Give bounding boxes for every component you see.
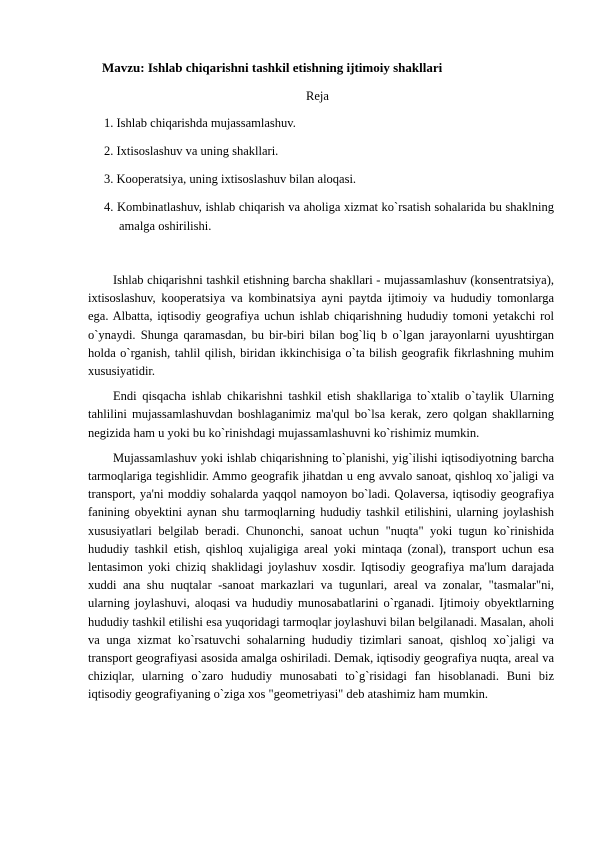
paragraph: Endi qisqacha ishlab chikarishni tashkil etish shakllariga to`xtalib o`taylik Ularning tahlilini mujassamlashuvdan boshlaganimiz ma'qul bo`lsa kerak, zero qolgan shakllarning negizida ham u yoki bu ko`rinishdagi mujassamlashuvni ko`rishimiz mumkin. — [88, 389, 554, 440]
paragraph: Mujassamlashuv yoki ishlab chiqarishning to`planishi, yig`ilishi iqtisodiyotning barcha tarmoqlariga tegishlidir. Ammo geografik jihatdan u eng avvalo sanoat, qishloq xo`jaligi va transport, ya'ni moddiy sohalarda yaqqol namoyon bo`ladi. Qolaversa, iqtisodiy geografiya fanining obyektini aynan shu tarmoqlarning hududiy tashkil etilishini, ularning joylashish xususiyatlari belgilab beradi. Chunonchi, sanoat uchun "nuqta" yoki tugun ko`rinishida hududiy tashkil etish, qishloq xujaligiga areal yoki mintaqa (zonal), transport uchun esa lentasimon yoki chiziq shaklidagi joylashuv xosdir. Iqtisodiy geografiya ma'lum darajada xuddi ana shu nuqtalar -sanoat markazlari va tugunlari, areal va zonalar, "tasmalar"ni, ularning joylashuvi, aloqasi va hududiy munosabatlarini o`rganadi. Ijtimoiy obyektlarning hududiy tashkil etilishi esa yuqoridagi tarmoqlar joylashuvi bilan belgilanadi. Masalan, aholi va unga xizmat ko`rsatuvchi sohalarning hududiy tizimlari sanoat, qishloq xo`jaligi va transport geografiyasi asosida amalga oshiriladi. Demak, iqtisodiy geografiya nuqta, areal va chiziqlar, ularning o`zaro hududiy munosabati to`g`risidagi fan hisoblanadi. Buni biz iqtisodiy geografiyaning o`ziga xos "geometriyasi" deb atashimiz ham mumkin. — [88, 450, 554, 702]
plan-heading: Reja — [306, 89, 329, 103]
plan-item: 3. Kooperatsiya, uning ixtisoslashuv bilan aloqasi. — [104, 172, 357, 186]
plan-item: 4. Kombinatlashuv, ishlab chiqarish va aholiga xizmat ko`rsatish sohalarida bu shaklning amalga oshirilishi. — [104, 200, 554, 233]
plan-item: 1. Ishlab chiqarishda mujassamlashuv. — [104, 116, 296, 130]
plan-item: 2. Ixtisoslashuv va uning shakllari. — [104, 144, 279, 158]
paragraph: Ishlab chiqarishni tashkil etishning barcha shakllari - mujassamlashuv (konsentratsiya), ixtisoslashuv, kooperatsiya va kombinatsiya ayni paytda ijtimoiy va hududiy tomonlarga ega. Albatta, iqtisodiy geografiya uchun ishlab chiqarishning hududiy tomoni yetakchi rol o`ynaydi. Shunga qaramasdan, bu bir-biri bilan bog`liq b o`lgan jarayonlarni uyushtirgan holda o`rganish, tahlil qilish, biridan ikkinchisiga o`ta bilish geografik fikrlashning muhim xususiyatidir. — [88, 273, 554, 379]
plan-list — [104, 114, 554, 245]
body-text — [88, 271, 554, 711]
document-title: Mavzu: Ishlab chiqarishni tashkil etishning ijtimoiy shakllari — [102, 60, 443, 75]
